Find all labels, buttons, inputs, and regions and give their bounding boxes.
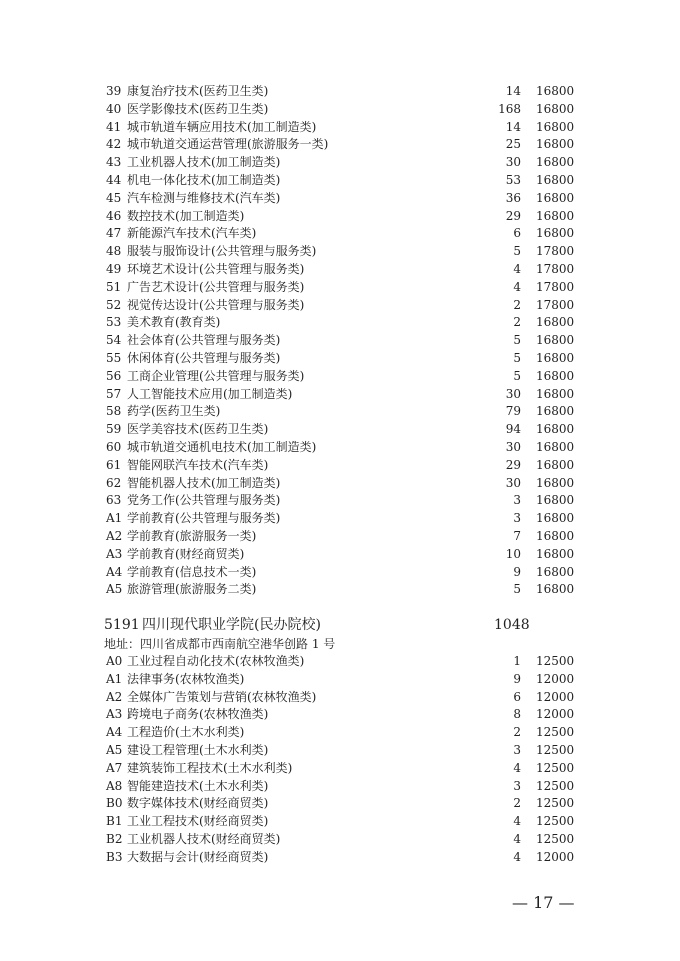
row-code: 49 (106, 262, 122, 276)
row-major-name: 工业机器人技术(加工制造类) (127, 155, 281, 170)
row-code: 62 (106, 475, 122, 490)
row-major-name: 环境艺术设计(公共管理与服务类) (127, 262, 305, 276)
row-fee: 12500 (536, 743, 575, 757)
row-fee: 12500 (536, 778, 575, 793)
row-count: 14 (505, 84, 521, 98)
table-row (0, 189, 680, 207)
table-row (0, 474, 680, 492)
row-major-name: 学前教育(财经商贸类) (127, 546, 245, 561)
row-fee: 16800 (536, 208, 575, 223)
row-fee: 12000 (536, 671, 575, 686)
table-row (0, 153, 680, 171)
table-row (0, 777, 680, 795)
row-fee: 16800 (536, 386, 575, 401)
row-major-name: 康复治疗技术(医药卫生类) (127, 84, 269, 98)
row-code: A4 (106, 564, 123, 579)
row-major-name: 美术教育(教育类) (127, 315, 221, 330)
row-fee: 17800 (536, 297, 575, 312)
row-fee: 16800 (536, 226, 575, 241)
row-major-name: 大数据与会计(财经商贸类) (127, 849, 269, 864)
table-row (0, 207, 680, 225)
row-count: 4 (513, 832, 521, 846)
row-major-name: 广告艺术设计(公共管理与服务类) (127, 279, 305, 294)
row-major-name: 医学影像技术(医药卫生类) (127, 101, 269, 116)
row-major-name: 机电一体化技术(加工制造类) (127, 173, 281, 187)
row-major-name: 工程造价(土木水利类) (127, 725, 245, 740)
row-major-name: 智能机器人技术(加工制造类) (127, 475, 281, 490)
row-count: 5 (513, 244, 521, 259)
row-fee: 16800 (536, 546, 575, 561)
table-row (0, 688, 680, 706)
row-fee: 16800 (536, 84, 575, 98)
table-row (0, 100, 680, 118)
row-major-name: 服装与服饰设计(公共管理与服务类) (127, 244, 317, 259)
row-major-name: 工业工程技术(财经商贸类) (127, 814, 269, 829)
table-row (0, 82, 680, 100)
school-address: 地址：四川省成都市西南航空港华创路 1 号 (104, 637, 336, 651)
row-major-name: 工商企业管理(公共管理与服务类) (127, 368, 305, 383)
row-code: 41 (106, 119, 122, 134)
row-code: 47 (106, 226, 122, 241)
row-count: 2 (513, 725, 521, 740)
table-row (0, 367, 680, 385)
table-row (0, 545, 680, 563)
row-code: 39 (106, 84, 122, 98)
row-count: 14 (505, 119, 521, 134)
row-major-name: 建筑装饰工程技术(土木水利类) (127, 760, 293, 775)
row-count: 168 (498, 101, 521, 116)
row-code: 51 (106, 279, 122, 294)
row-count: 9 (513, 671, 521, 686)
table-row (0, 171, 680, 189)
row-fee: 17800 (536, 244, 575, 259)
table-row (0, 402, 680, 420)
row-fee: 16800 (536, 440, 575, 454)
row-count: 79 (505, 404, 521, 419)
row-count: 2 (513, 315, 521, 330)
row-code: B1 (106, 814, 123, 829)
table-row (0, 224, 680, 242)
row-code: A7 (106, 760, 123, 775)
row-code: A2 (106, 689, 123, 704)
row-count: 4 (513, 814, 521, 829)
row-fee: 16800 (536, 351, 575, 365)
row-fee: 16800 (536, 155, 575, 170)
row-code: 43 (106, 155, 122, 170)
row-major-name: 休闲体育(公共管理与服务类) (127, 351, 281, 365)
row-major-name: 学前教育(旅游服务一类) (127, 529, 257, 543)
row-fee: 16800 (536, 368, 575, 383)
table-row (0, 812, 680, 830)
row-count: 3 (513, 743, 521, 757)
row-major-name: 学前教育(公共管理与服务类) (127, 511, 281, 526)
row-fee: 12000 (536, 849, 575, 864)
row-major-name: 城市轨道车辆应用技术(加工制造类) (127, 119, 317, 134)
row-fee: 16800 (536, 422, 575, 437)
row-count: 6 (513, 226, 521, 241)
table-row (0, 313, 680, 331)
row-count: 36 (505, 190, 521, 205)
row-code: 63 (106, 493, 122, 508)
row-count: 30 (505, 475, 521, 490)
school-code: 5191 (104, 617, 140, 633)
row-code: 53 (106, 315, 122, 330)
row-fee: 12500 (536, 654, 575, 668)
row-count: 5 (513, 368, 521, 383)
table-row (0, 759, 680, 777)
table-row (0, 509, 680, 527)
row-code: A5 (106, 582, 123, 597)
table-row (0, 385, 680, 403)
row-major-name: 旅游管理(旅游服务二类) (127, 582, 257, 597)
row-major-name: 学前教育(信息技术一类) (127, 564, 257, 579)
row-count: 94 (505, 422, 521, 437)
row-major-name: 人工智能技术应用(加工制造类) (127, 386, 293, 401)
row-code: 58 (106, 404, 122, 419)
row-code: 61 (106, 457, 122, 472)
row-count: 9 (513, 564, 521, 579)
row-fee: 12500 (536, 832, 575, 846)
row-fee: 12500 (536, 814, 575, 829)
row-code: B2 (106, 832, 123, 846)
page-number: — 17 — (512, 893, 575, 912)
row-code: A0 (106, 654, 123, 668)
row-code: 57 (106, 386, 122, 401)
row-fee: 17800 (536, 262, 575, 276)
table-row (0, 670, 680, 688)
row-fee: 16800 (536, 173, 575, 187)
row-fee: 16800 (536, 564, 575, 579)
row-code: A2 (106, 529, 123, 543)
row-fee: 16800 (536, 475, 575, 490)
row-fee: 12000 (536, 689, 575, 704)
table-row (0, 580, 680, 598)
row-code: B3 (106, 849, 123, 864)
row-fee: 16800 (536, 190, 575, 205)
row-major-name: 城市轨道交通运营管理(旅游服务一类) (127, 137, 329, 152)
row-count: 5 (513, 582, 521, 597)
row-fee: 16800 (536, 119, 575, 134)
row-major-name: 数字媒体技术(财经商贸类) (127, 796, 269, 811)
row-count: 3 (513, 511, 521, 526)
row-major-name: 药学(医药卫生类) (127, 404, 221, 419)
row-major-name: 城市轨道交通机电技术(加工制造类) (127, 440, 317, 454)
row-major-name: 全媒体广告策划与营销(农林牧渔类) (127, 689, 317, 704)
row-major-name: 法律事务(农林牧渔类) (127, 671, 245, 686)
row-code: 46 (106, 208, 122, 223)
table-row (0, 296, 680, 314)
table-row (0, 420, 680, 438)
row-code: B0 (106, 796, 123, 811)
row-code: A3 (106, 546, 123, 561)
row-code: 56 (106, 368, 122, 383)
table-row (0, 456, 680, 474)
row-count: 10 (505, 546, 521, 561)
row-fee: 16800 (536, 457, 575, 472)
table-row (0, 491, 680, 509)
row-count: 7 (513, 529, 521, 543)
row-count: 3 (513, 778, 521, 793)
row-code: 55 (106, 351, 122, 365)
row-code: 40 (106, 101, 122, 116)
row-fee: 12500 (536, 796, 575, 811)
row-major-name: 党务工作(公共管理与服务类) (127, 493, 281, 508)
row-fee: 16800 (536, 404, 575, 419)
table-row (0, 563, 680, 581)
row-fee: 16800 (536, 582, 575, 597)
table-row (0, 349, 680, 367)
table-row (0, 242, 680, 260)
table-row (0, 331, 680, 349)
row-code: A5 (106, 743, 123, 757)
row-count: 2 (513, 297, 521, 312)
row-code: 42 (106, 137, 122, 152)
row-fee: 12500 (536, 760, 575, 775)
table-row (0, 794, 680, 812)
row-count: 8 (513, 707, 521, 722)
table-row (0, 848, 680, 866)
row-major-name: 视觉传达设计(公共管理与服务类) (127, 297, 305, 312)
table-row (0, 527, 680, 545)
table-row (0, 705, 680, 723)
table-row (0, 830, 680, 848)
table-row (0, 135, 680, 153)
row-major-name: 工业过程自动化技术(农林牧渔类) (127, 654, 305, 668)
row-fee: 17800 (536, 279, 575, 294)
row-count: 30 (505, 440, 521, 454)
row-fee: 16800 (536, 511, 575, 526)
row-fee: 12500 (536, 725, 575, 740)
row-count: 30 (505, 386, 521, 401)
table-row (0, 260, 680, 278)
row-count: 4 (513, 262, 521, 276)
row-count: 1 (513, 654, 521, 668)
row-code: A4 (106, 725, 123, 740)
row-code: 59 (106, 422, 122, 437)
row-count: 29 (505, 208, 521, 223)
row-count: 4 (513, 760, 521, 775)
row-major-name: 社会体育(公共管理与服务类) (127, 333, 281, 348)
row-major-name: 汽车检测与维修技术(汽车类) (127, 190, 281, 205)
table-row (0, 723, 680, 741)
table-row (0, 118, 680, 136)
table-row (0, 652, 680, 670)
row-code: A8 (106, 778, 123, 793)
row-count: 2 (513, 796, 521, 811)
row-major-name: 医学美容技术(医药卫生类) (127, 422, 269, 437)
row-major-name: 智能建造技术(土木水利类) (127, 778, 269, 793)
row-fee: 16800 (536, 529, 575, 543)
row-code: 52 (106, 297, 122, 312)
row-major-name: 建设工程管理(土木水利类) (127, 743, 269, 757)
school-name: 四川现代职业学院(民办院校) (142, 617, 321, 633)
row-count: 30 (505, 155, 521, 170)
table-row (0, 438, 680, 456)
row-count: 6 (513, 689, 521, 704)
row-count: 53 (505, 173, 521, 187)
row-count: 3 (513, 493, 521, 508)
row-fee: 16800 (536, 315, 575, 330)
row-count: 5 (513, 333, 521, 348)
row-code: A3 (106, 707, 123, 722)
row-major-name: 数控技术(加工制造类) (127, 208, 245, 223)
row-fee: 16800 (536, 137, 575, 152)
row-code: A1 (106, 671, 123, 686)
table-row (0, 741, 680, 759)
row-major-name: 工业机器人技术(财经商贸类) (127, 832, 281, 846)
row-count: 29 (505, 457, 521, 472)
row-code: 54 (106, 333, 122, 348)
table-row (0, 278, 680, 296)
school-total-count: 1048 (494, 617, 530, 633)
row-code: 48 (106, 244, 122, 259)
row-fee: 16800 (536, 493, 575, 508)
row-code: 45 (106, 190, 122, 205)
row-count: 5 (513, 351, 521, 365)
row-fee: 16800 (536, 333, 575, 348)
row-code: A1 (106, 511, 123, 526)
school-header (104, 615, 664, 635)
row-count: 4 (513, 849, 521, 864)
row-fee: 12000 (536, 707, 575, 722)
row-code: 60 (106, 440, 122, 454)
row-major-name: 跨境电子商务(农林牧渔类) (127, 707, 269, 722)
row-count: 4 (513, 279, 521, 294)
row-major-name: 新能源汽车技术(汽车类) (127, 226, 257, 241)
row-code: 44 (106, 173, 122, 187)
row-fee: 16800 (536, 101, 575, 116)
row-major-name: 智能网联汽车技术(汽车类) (127, 457, 269, 472)
row-count: 25 (505, 137, 521, 152)
